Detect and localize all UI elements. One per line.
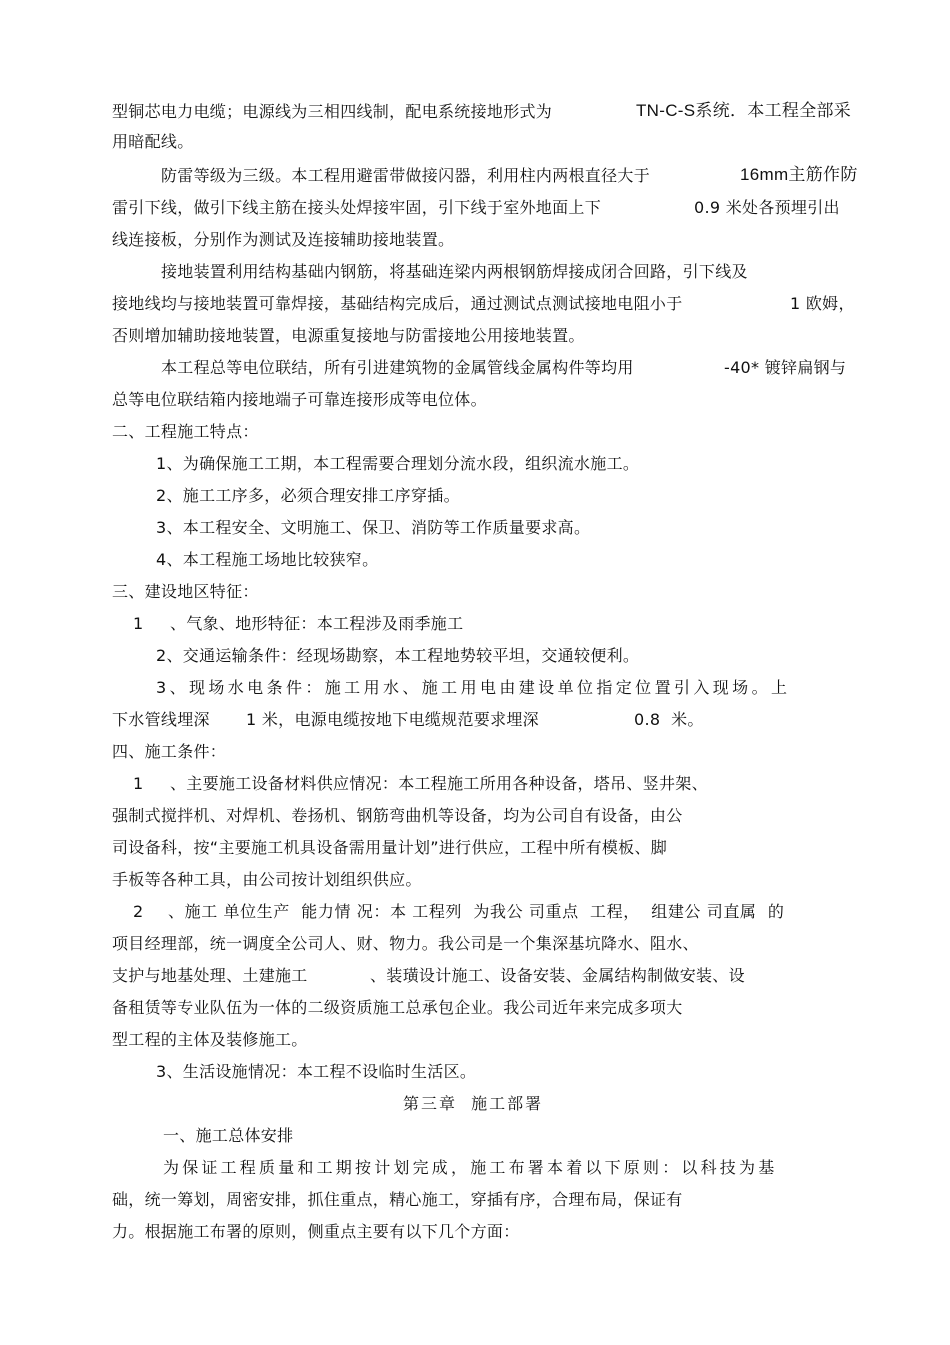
text-line: 司设备科，按“主要施工机具设备需用量计划”进行供应，工程中所有模板、脚 [112,838,668,857]
text-line: 备租赁等专业队伍为一体的二级资质施工总承包企业。我公司近年来完成多项大 [112,998,683,1017]
list-item: 、气象、地形特征：本工程涉及雨季施工 [170,614,464,633]
text-line: 0.8 米。 [634,710,704,729]
text-line: 雷引下线，做引下线主筋在接头处焊接牢固，引下线于室外地面上下 [112,198,602,217]
list-item: 2、交通运输条件：经现场勘察，本工程地势较平坦，交通较便利。 [156,646,640,665]
text-line: 总等电位联结箱内接地端子可靠连接形成等电位体。 [112,390,487,409]
chapter-title: 第三章 施工部署 [403,1094,544,1113]
list-item: 4、本工程施工场地比较狭窄。 [156,550,379,569]
list-item: 2、施工工序多，必须合理安排工序穿插。 [156,486,460,505]
text-line: 型铜芯电力电缆；电源线为三相四线制，配电系统接地形式为 [112,102,553,121]
text-line: 本工程总等电位联结，所有引进建筑物的金属管线金属构件等均用 [161,358,634,377]
text-line: 强制式搅拌机、对焊机、卷扬机、钢筋弯曲机等设备，均为公司自有设备，由公 [112,806,683,825]
list-item: 1、为确保施工工期，本工程需要合理划分流水段，组织流水施工。 [156,454,640,473]
text-line: TN-C-S系统．本工程全部采 [636,101,852,120]
section-heading: 三、建设地区特征： [112,582,259,601]
text-line: 0.9 米处各预埋引出 [694,198,840,217]
text-line: 为保证工程质量和工期按计划完成，施工布署本着以下原则：以科技为基 [163,1158,778,1177]
list-item: 2 [133,902,144,921]
list-item: 1 [133,774,144,793]
text-line: 防雷等级为三级。本工程用避雷带做接闪器，利用柱内两根直径大于 [161,166,651,185]
text-line: 手板等各种工具，由公司按计划组织供应。 [112,870,422,889]
text-line: 1 欧姆， [790,294,855,313]
text-line: 型工程的主体及装修施工。 [112,1030,308,1049]
text-line: 1 米，电源电缆按地下电缆规范要求埋深 [246,710,539,729]
section-heading: 一、施工总体安排 [163,1126,294,1145]
list-item: 1 [133,614,144,633]
text-line: 力。根据施工布署的原则，侧重点主要有以下几个方面： [112,1222,520,1241]
text-line: 16mm主筋作防 [740,165,858,184]
text-line: 、装璜设计施工、设备安装、金属结构制做安装、设 [370,966,745,985]
list-item: 、施工 单位生产 能力情 况：本 工程列 为我公 司重点 工程， 组建公 司直属 的 [168,902,785,921]
text-line: 下水管线埋深 [112,710,210,729]
list-item: 3、本工程安全、文明施工、保卫、消防等工作质量要求高。 [156,518,591,537]
text-line: 否则增加辅助接地装置，电源重复接地与防雷接地公用接地装置。 [112,326,585,345]
list-item: 3、生活设施情况：本工程不设临时生活区。 [156,1062,477,1081]
text-line: 础，统一筹划，周密安排，抓住重点，精心施工，穿插有序，合理布局，保证有 [112,1190,683,1209]
list-item: 3、现场水电条件：施工用水、施工用电由建设单位指定位置引入现场。上 [156,678,791,697]
section-heading: 四、施工条件： [112,742,227,761]
text-line: 线连接板，分别作为测试及连接辅助接地装置。 [112,230,455,249]
text-line: 用暗配线。 [112,132,194,151]
text-line: 接地装置利用结构基础内钢筋，将基础连梁内两根钢筋焊接成闭合回路，引下线及 [161,262,748,281]
section-heading: 二、工程施工特点： [112,422,259,441]
text-line: 项目经理部，统一调度全公司人、财、物力。我公司是一个集深基坑降水、阻水、 [112,934,699,953]
text-line: 支护与地基处理、土建施工 [112,966,308,985]
list-item: 、主要施工设备材料供应情况：本工程施工所用各种设备，塔吊、竖井架、 [170,774,708,793]
text-line: -40* 镀锌扁钢与 [724,358,847,377]
text-line: 接地线均与接地装置可靠焊接，基础结构完成后，通过测试点测试接地电阻小于 [112,294,683,313]
